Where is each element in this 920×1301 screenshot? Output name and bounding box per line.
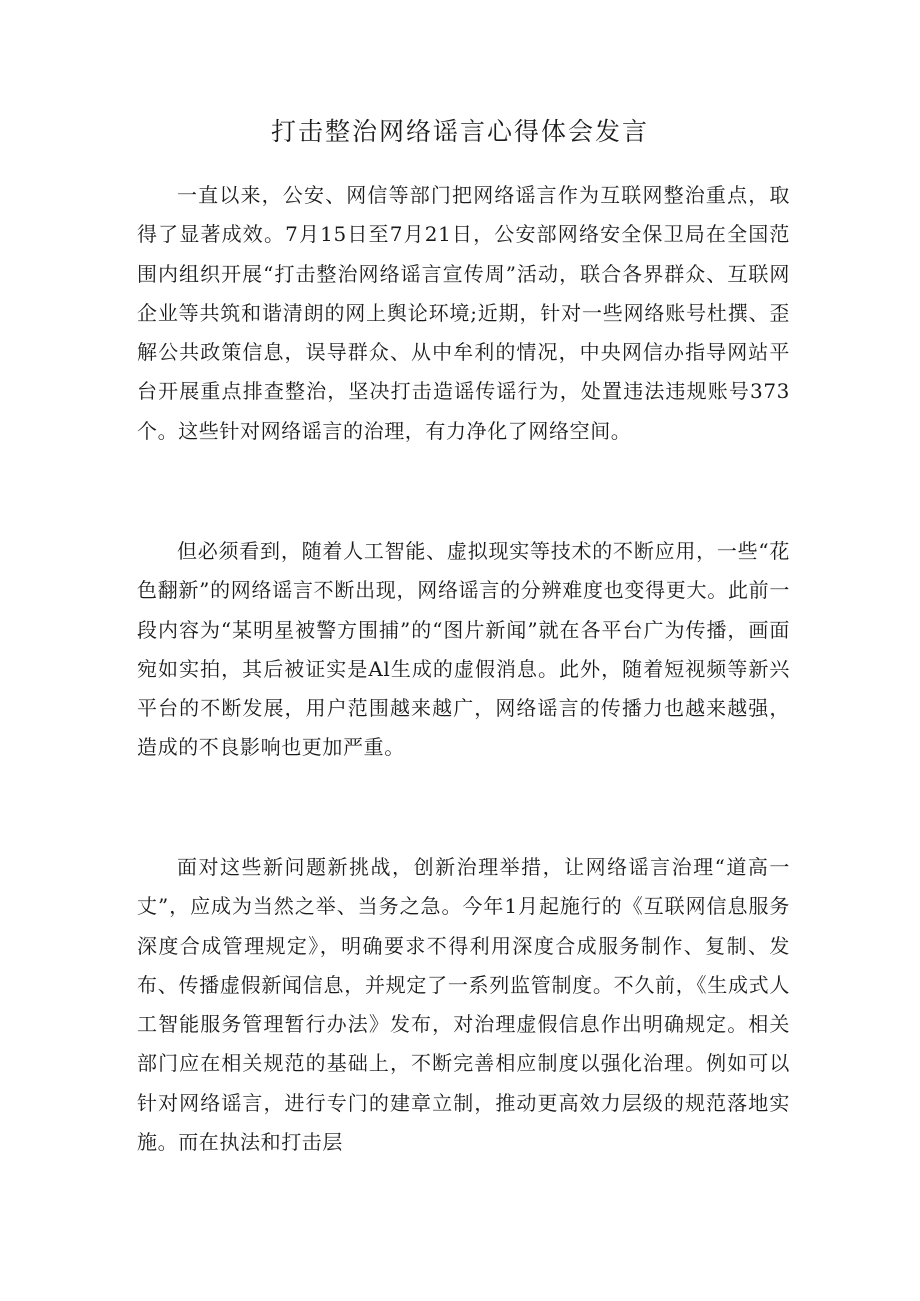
document-title: 打击整治网络谣言心得体会发言 xyxy=(270,117,649,146)
paragraph-2: 但必须看到，随着人工智能、虚拟现实等技术的不断应用，一些“花色翻新”的网络谣言不断出现，网络谣言的分辨难度也变得更大。此前一段内容为“某明星被警方围捕”的“图片新闻”就在各平台广为传播，画面宛如实拍，其后被证实是Al生成的虚假消息。此外，随着短视频等新兴平台的不断发展，用户范围越来越广，网络谣言的传播力也越来越强，造成的不良影响也更加严重。 xyxy=(137,539,790,760)
paragraph-1: 一直以来，公安、网信等部门把网络谣言作为互联网整治重点，取得了显著成效。7月15日至7月21日，公安部网络安全保卫局在全国范围内组织开展“打击整治网络谣言宣传周”活动，联合各界群众、互联网企业等共筑和谐清朗的网上舆论环境;近期，针对一些网络账号杜撰、歪解公共政策信息，误导群众、从中牟利的情况，中央网信办指导网站平台开展重点排查整治，坚决打击造谣传谣行为，处置违法违规账号373个。这些针对网络谣言的治理，有力净化了网络空间。 xyxy=(137,183,790,443)
paragraph-3: 面对这些新问题新挑战，创新治理举措，让网络谣言治理“道高一丈”，应成为当然之举、当务之急。今年1月起施行的《互联网信息服务深度合成管理规定》，明确要求不得利用深度合成服务制作、复制、发布、传播虚假新闻信息，并规定了一系列监管制度。不久前，《生成式人工智能服务管理暂行办法》发布，对治理虚假信息作出明确规定。相关部门应在相关规范的基础上，不断完善相应制度以强化治理。例如可以针对网络谣言，进行专门的建章立制，推动更高效力层级的规范落地实施。而在执法和打击层 xyxy=(137,855,790,1155)
